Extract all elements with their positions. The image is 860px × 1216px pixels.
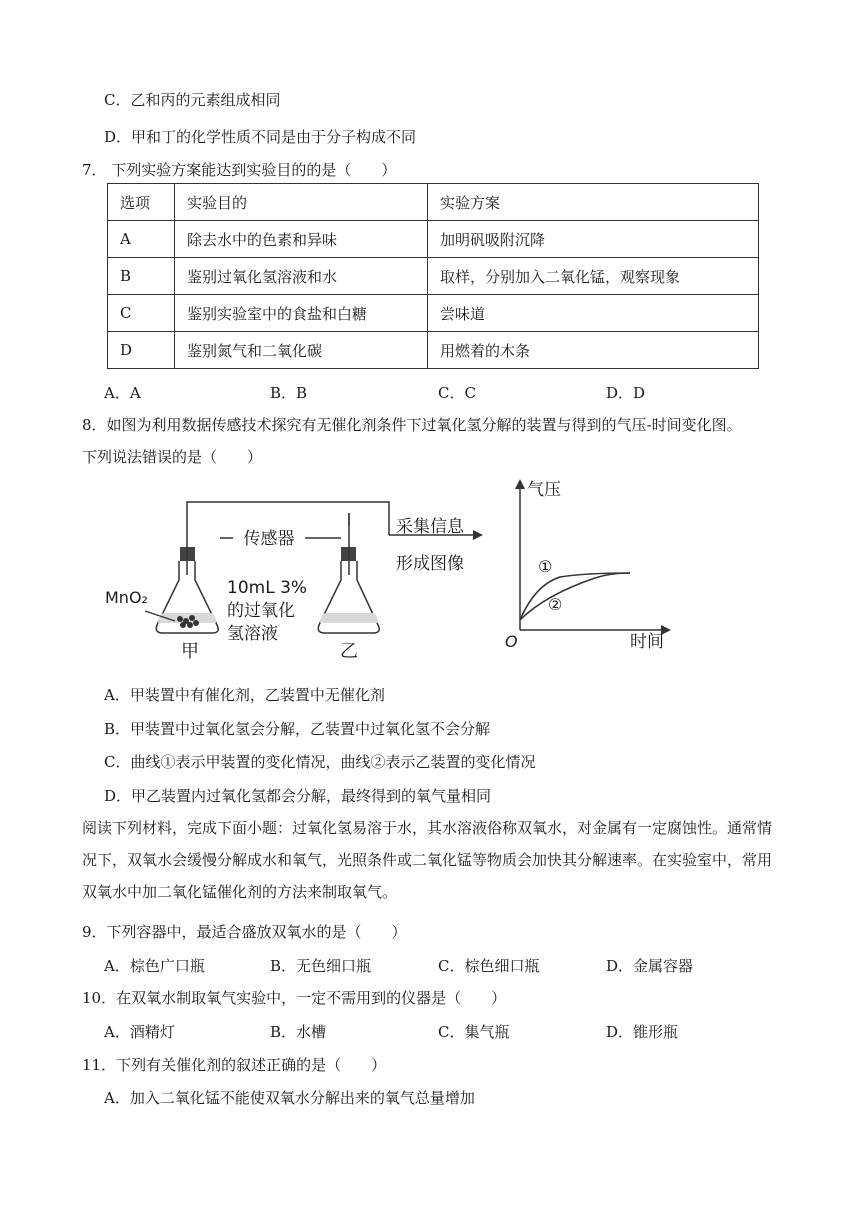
curve-2	[520, 573, 630, 620]
table-row	[108, 258, 759, 295]
flask-yi	[318, 513, 379, 633]
table-header-cell: 实验目的	[175, 184, 428, 221]
sensor-label: 传感器	[243, 529, 295, 549]
q8-option-a: A．甲装置中有催化剂，乙装置中无催化剂	[104, 686, 385, 704]
q6-option-c: C．乙和丙的元素组成相同	[104, 91, 281, 109]
q9-choice-b: B．无色细口瓶	[270, 957, 372, 975]
table-cell: 加明矾吸附沉降	[428, 221, 759, 258]
flask-jia-label: 甲	[181, 641, 199, 662]
table-header-row	[108, 184, 759, 221]
y-axis-label: 气压	[527, 480, 561, 500]
curve-2-label: ②	[548, 595, 563, 614]
curve-1	[520, 573, 630, 620]
table-cell: A	[108, 221, 175, 258]
table-cell: 除去水中的色素和异味	[175, 221, 428, 258]
table-cell: 尝味道	[428, 295, 759, 332]
q9-choice-d: D．金属容器	[606, 957, 694, 975]
q7-choice-b: B．B	[270, 384, 308, 402]
q8-option-d: D．甲乙装置内过氧化氢都会分解，最终得到的氧气量相同	[104, 787, 492, 805]
q9-choice-a: A．棕色广口瓶	[104, 957, 205, 975]
q9-stem: 9．下列容器中，最适合盛放双氧水的是（ ）	[82, 923, 407, 941]
q11-stem: 11．下列有关催化剂的叙述正确的是（ ）	[82, 1056, 387, 1074]
q8-stem-line1: 8．如图为利用数据传感技术探究有无催化剂条件下过氧化氢分解的装置与得到的气压-时间变化图。	[82, 416, 742, 434]
x-axis-label: 时间	[630, 632, 664, 652]
table-cell: 鉴别氮气和二氧化碳	[175, 332, 428, 369]
table-cell: D	[108, 332, 175, 369]
q8-option-c: C．曲线①表示甲装置的变化情况，曲线②表示乙装置的变化情况	[104, 753, 536, 771]
flask-jia	[156, 525, 218, 633]
q10-choice-a: A．酒精灯	[104, 1023, 175, 1041]
q7-stem: 7． 下列实验方案能达到实验目的的是（ ）	[82, 161, 397, 179]
solution-label-line3: 氢溶液	[227, 624, 278, 644]
table-cell: 鉴别实验室中的食盐和白糖	[175, 295, 428, 332]
collect-label-line1: 采集信息	[396, 517, 464, 537]
q7-choice-c: C．C	[438, 384, 476, 402]
table-header-cell: 选项	[108, 184, 175, 221]
curve-1-label: ①	[538, 557, 553, 576]
flask-yi-label: 乙	[340, 641, 358, 662]
q10-choice-d: D．锥形瓶	[606, 1023, 679, 1041]
table-row	[108, 332, 759, 369]
q7-table	[107, 183, 759, 369]
table-cell: 取样，分别加入二氧化锰，观察现象	[428, 258, 759, 295]
q10-choice-b: B．水槽	[270, 1023, 327, 1041]
q7-choices	[104, 382, 724, 402]
collect-label-line2: 形成图像	[396, 554, 464, 574]
q10-choice-c: C．集气瓶	[438, 1023, 510, 1041]
q11-option-a: A．加入二氧化锰不能使双氧水分解出来的氧气总量增加	[104, 1089, 475, 1107]
mno2-label: MnO₂	[105, 588, 148, 607]
table-row	[108, 221, 759, 258]
q10-choices	[104, 1021, 724, 1041]
table-header-cell: 实验方案	[428, 184, 759, 221]
origin-label: O	[505, 632, 518, 651]
q6-option-d: D．甲和丁的化学性质不同是由于分子构成不同	[104, 128, 417, 146]
solution-label-line2: 的过氧化	[227, 601, 295, 621]
q9-choices	[104, 955, 724, 975]
table-cell: C	[108, 295, 175, 332]
q8-diagram	[95, 475, 675, 665]
solution-label-line1: 10mL 3%	[227, 578, 308, 598]
q7-choice-d: D．D	[606, 384, 646, 402]
q7-choice-a: A．A	[104, 384, 141, 402]
q8-stem-line2: 下列说法错误的是（ ）	[82, 448, 263, 466]
reading-passage: 阅读下列材料，完成下面小题：过氧化氢易溶于水，其水溶液俗称双氧水，对金属有一定腐蚀性。通常情况下，双氧水会缓慢分解成水和氧气，光照条件或二氧化锰等物质会加快其分解速率。在实验室中，常用双氧水中加二氧化锰催化剂的方法来制取氧气。	[82, 819, 773, 901]
q9-choice-c: C．棕色细口瓶	[438, 957, 540, 975]
table-cell: 鉴别过氧化氢溶液和水	[175, 258, 428, 295]
table-row	[108, 295, 759, 332]
table-cell: 用燃着的木条	[428, 332, 759, 369]
q10-stem: 10．在双氧水制取氧气实验中，一定不需用到的仪器是（ ）	[82, 989, 507, 1007]
q8-option-b: B．甲装置中过氧化氢会分解，乙装置中过氧化氢不会分解	[104, 720, 491, 738]
table-cell: B	[108, 258, 175, 295]
